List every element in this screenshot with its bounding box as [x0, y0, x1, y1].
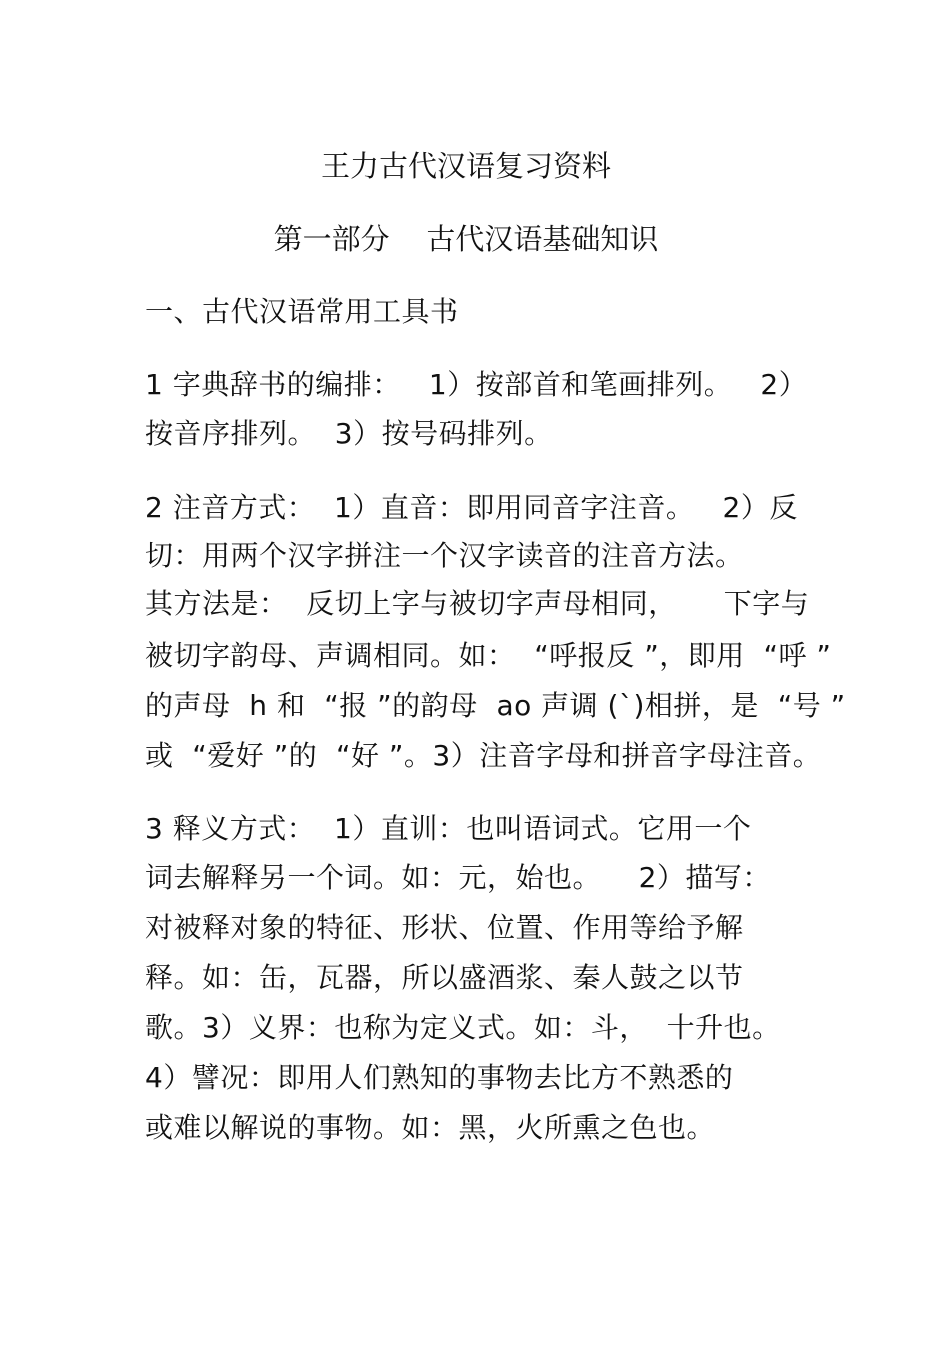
part-heading: 第一部分 古代汉语基础知识 — [273, 222, 659, 256]
paragraph-3-line-7: 或难以解说的事物。如：黑，火所熏之色也。 — [145, 1111, 716, 1144]
paragraph-3-line-1: 3 释义方式： 1）直训：也叫语词式。它用一个 — [145, 812, 752, 845]
paragraph-2-line-5: 的声母 h 和 “报 ”的韵母 ao 声调 (ˋ)相拼，是 “号 ” — [145, 689, 846, 722]
paragraph-3-line-2: 词去解释另一个词。如：元，始也。 2）描写： — [145, 861, 771, 894]
paragraph-1-line-2: 按音序排列。 3）按号码排列。 — [145, 417, 553, 450]
paragraph-3-line-5: 歌。3）义界：也称为定义式。如：斗， 十升也。 — [145, 1011, 781, 1044]
paragraph-3-line-6: 4）譬况：即用人们熟知的事物去比方不熟悉的 — [145, 1061, 734, 1094]
document-title: 王力古代汉语复习资料 — [320, 149, 611, 183]
paragraph-2-line-6: 或 “爱好 ”的 “好 ”。3）注音字母和拼音字母注音。 — [145, 739, 822, 772]
paragraph-2-line-4: 被切字韵母、声调相同。如： “呼报反 ”，即用 “呼 ” — [145, 639, 832, 672]
paragraph-3-line-4: 释。如：缶，瓦器，所以盛酒浆、秦人鼓之以节 — [145, 961, 744, 994]
paragraph-3-line-3: 对被释对象的特征、形状、位置、作用等给予解 — [145, 911, 744, 944]
paragraph-2-line-2: 切：用两个汉字拼注一个汉字读音的注音方法。 — [145, 539, 744, 572]
paragraph-2-line-3: 其方法是： 反切上字与被切字声母相同， 下字与 — [145, 587, 810, 620]
paragraph-2-line-1: 2 注音方式： 1）直音：即用同音字注音。 2）反 — [145, 491, 798, 524]
paragraph-1-line-1: 1 字典辞书的编排： 1）按部首和笔画排列。 2） — [145, 368, 808, 401]
section-heading: 一、古代汉语常用工具书 — [145, 295, 459, 328]
